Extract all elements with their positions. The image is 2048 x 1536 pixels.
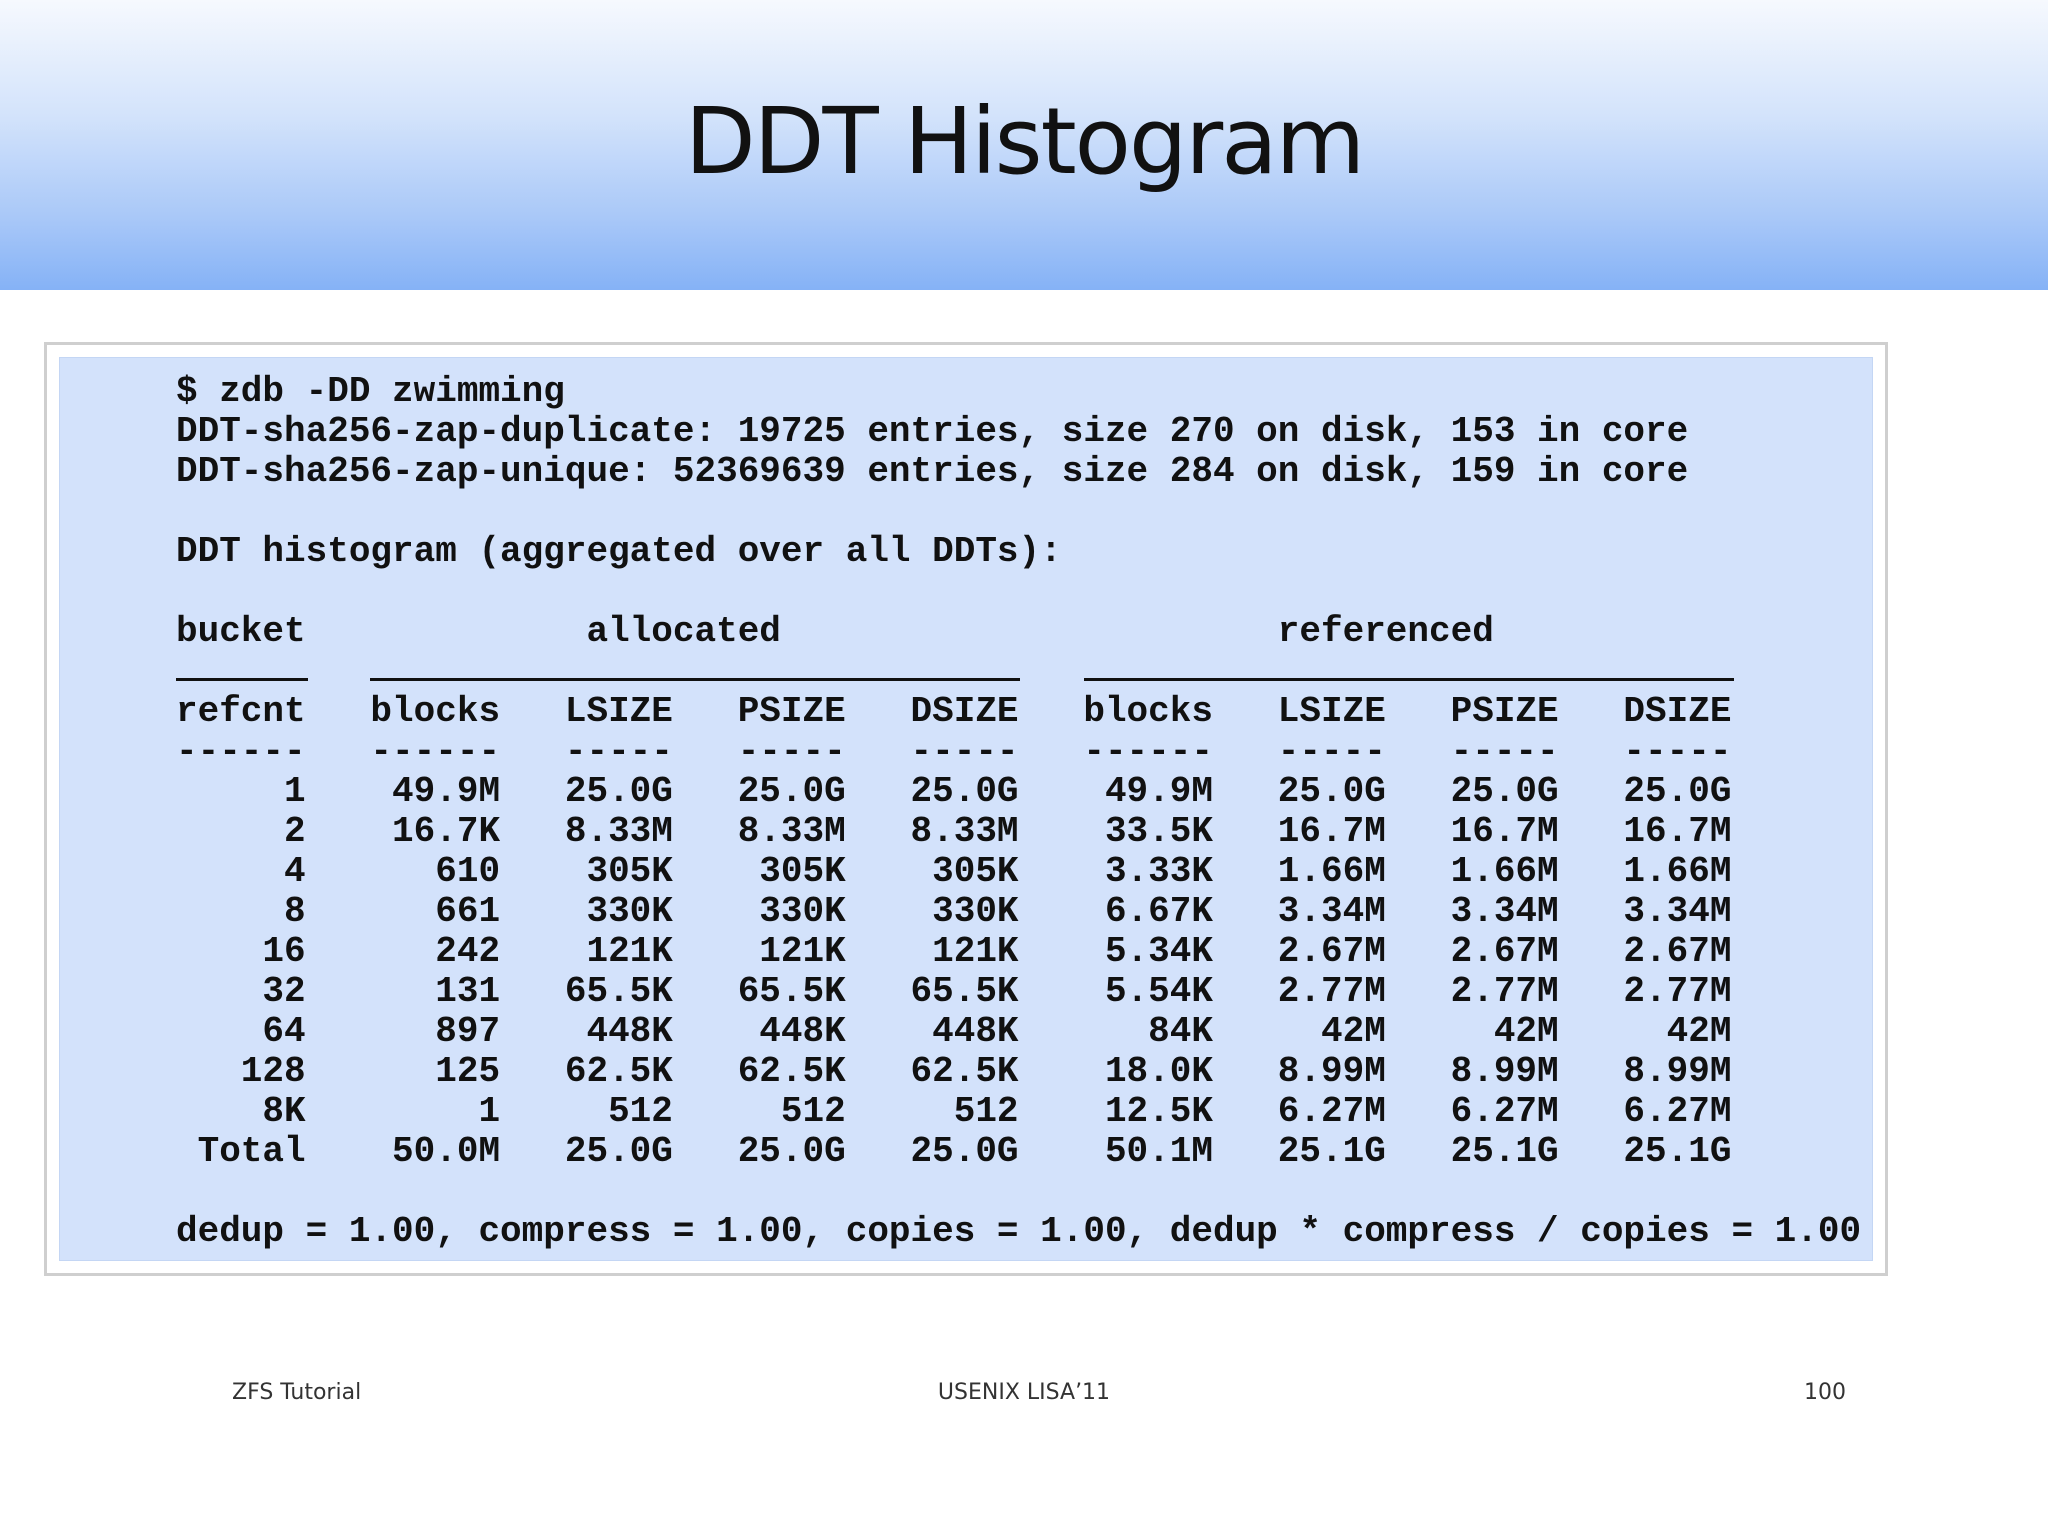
- code-line-ddt-duplicate: DDT-sha256-zap-duplicate: 19725 entries, size 270 on disk, 153 in core: [176, 411, 1689, 452]
- code-line-column-headers: refcnt blocks LSIZE PSIZE DSIZE blocks LSIZE PSIZE DSIZE: [176, 691, 1732, 732]
- table-row: 8 661 330K 330K 330K 6.67K 3.34M 3.34M 3.34M: [176, 891, 1732, 932]
- slide-number: 100: [1804, 1380, 1846, 1405]
- code-line-blank: [176, 492, 1861, 532]
- code-line-group-headers: bucket allocated referenced: [176, 611, 1494, 652]
- code-block: [59, 357, 1873, 1261]
- footer-left: ZFS Tutorial: [232, 1380, 362, 1405]
- table-row: 64 897 448K 448K 448K 84K 42M 42M 42M: [176, 1011, 1732, 1052]
- table-row: 1 49.9M 25.0G 25.0G 25.0G 49.9M 25.0G 25.0G 25.0G: [176, 771, 1732, 812]
- table-row: 32 131 65.5K 65.5K 65.5K 5.54K 2.77M 2.77M 2.77M: [176, 971, 1732, 1012]
- allocated-rule: [370, 678, 1020, 681]
- code-line-command: $ zdb -DD zwimming: [176, 371, 565, 412]
- table-row: 2 16.7K 8.33M 8.33M 8.33M 33.5K 16.7M 16.7M 16.7M: [176, 811, 1732, 852]
- table-row: 128 125 62.5K 62.5K 62.5K 18.0K 8.99M 8.99M 8.99M: [176, 1051, 1732, 1092]
- code-line-ddt-unique: DDT-sha256-zap-unique: 52369639 entries, size 284 on disk, 159 in core: [176, 451, 1689, 492]
- code-block-frame: [44, 342, 1888, 1276]
- table-row: 8K 1 512 512 512 12.5K 6.27M 6.27M 6.27M: [176, 1091, 1732, 1132]
- footer-center: USENIX LISA’11: [937, 1380, 1111, 1405]
- code-line-blank: [176, 572, 1861, 612]
- table-row-total: Total 50.0M 25.0G 25.0G 25.0G 50.1M 25.1G 25.1G 25.1G: [176, 1131, 1732, 1172]
- code-line-summary: dedup = 1.00, compress = 1.00, copies = 1.00, dedup * compress / copies = 1.00: [176, 1211, 1862, 1252]
- slide-title: DDT Histogram: [684, 88, 1364, 195]
- referenced-rule: [1084, 678, 1734, 681]
- bucket-rule: [176, 678, 308, 681]
- code-line-histogram-title: DDT histogram (aggregated over all DDTs):: [176, 531, 1062, 572]
- table-row: 16 242 121K 121K 121K 5.34K 2.67M 2.67M 2.67M: [176, 931, 1732, 972]
- code-line-blank: [176, 652, 1861, 692]
- terminal-output: [176, 372, 1861, 1252]
- code-line-dashes: ------ ------ ----- ----- ----- ------ ----- ----- -----: [176, 731, 1732, 772]
- table-row: 4 610 305K 305K 305K 3.33K 1.66M 1.66M 1.66M: [176, 851, 1732, 892]
- code-line-blank: [176, 1172, 1861, 1212]
